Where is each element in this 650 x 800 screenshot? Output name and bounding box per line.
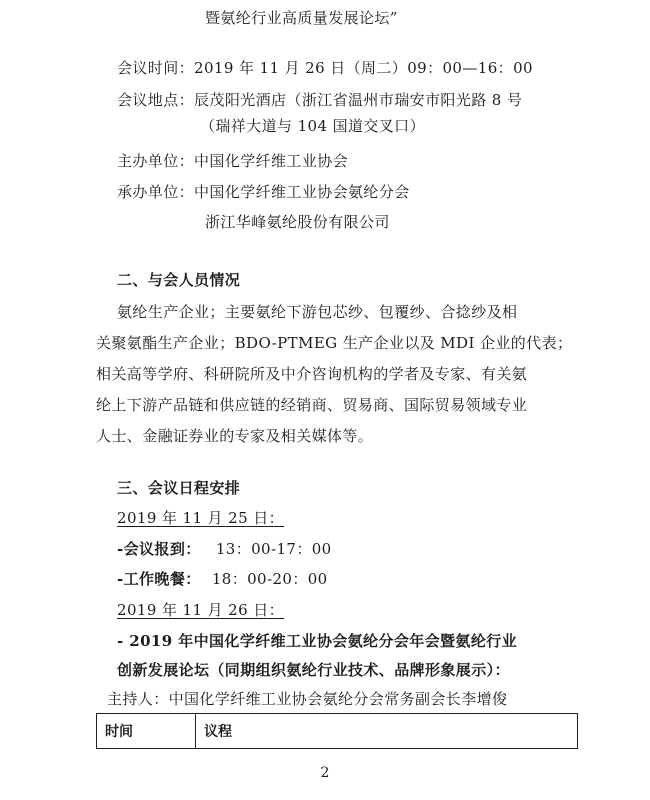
section-3-heading: 三、会议日程安排 xyxy=(117,479,241,497)
host-row xyxy=(117,151,348,171)
meeting-place-row xyxy=(117,90,522,110)
meeting-time-label: 会议时间： xyxy=(117,59,195,77)
meeting-place-value: 辰茂阳光酒店（浙江省温州市瑞安市阳光路 8 号 xyxy=(194,91,523,109)
meeting-time-value: 2019 年 11 月 26 日（周二）09：00—16：00 xyxy=(194,59,533,77)
agenda-table-header-row xyxy=(97,714,578,749)
agenda-table xyxy=(96,713,578,749)
meeting-place-value-continued: （瑞祥大道与 104 国道交叉口） xyxy=(200,117,425,135)
organizer-value-continued: 浙江华峰氨纶股份有限公司 xyxy=(205,213,390,231)
chairperson-line: 主持人：中国化学纤维工业协会氨纶分会常务副会长李增俊 xyxy=(107,690,508,708)
registration-time: 13：00-17：00 xyxy=(215,540,332,558)
event-title-line-2: 创新发展论坛（同期组织氨纶行业技术、品牌形象展示）： xyxy=(117,661,510,679)
schedule-date-day1: 2019 年 11 月 25 日： xyxy=(117,509,284,527)
section-2-line: 相关高等学府、科研院所及中介咨询机构的学者及专家、有关氨 xyxy=(96,365,528,383)
host-label: 主办单位： xyxy=(117,152,195,170)
organizer-value: 中国化学纤维工业协会氨纶分会 xyxy=(194,183,410,201)
dinner-time: 18：00-20：00 xyxy=(211,570,328,588)
schedule-date-day2: 2019 年 11 月 26 日： xyxy=(117,601,284,619)
meeting-place-label: 会议地点： xyxy=(117,91,195,109)
section-2-line: 纶上下游产品链和供应链的经销商、贸易商、国际贸易领域专业 xyxy=(96,396,528,414)
host-value: 中国化学纤维工业协会 xyxy=(194,152,349,170)
section-2-line: 氨纶生产企业；主要氨纶下游包芯纱、包覆纱、合捻纱及相 xyxy=(117,303,518,321)
meeting-time-row xyxy=(117,58,533,78)
forum-title-continuation: 暨氨纶行业高质量发展论坛” xyxy=(205,9,398,27)
dinner-row xyxy=(117,569,328,589)
organizer-row xyxy=(117,182,410,202)
section-2-line: 人士、金融证券业的专家及相关媒体等。 xyxy=(96,427,374,445)
event-title-line-1: - 2019 年中国化学纤维工业协会氨纶分会年会暨氨纶行业 xyxy=(117,632,518,650)
agenda-col-agenda: 议程 xyxy=(196,714,578,749)
dinner-label: -工作晚餐： xyxy=(117,570,201,588)
agenda-col-time: 时间 xyxy=(97,714,196,749)
section-2-line: 关聚氨酯生产企业；BDO-PTMEG 生产企业以及 MDI 企业的代表； xyxy=(96,334,573,352)
registration-label: -会议报到： xyxy=(117,540,201,558)
page-number: 2 xyxy=(320,765,330,781)
section-2-heading: 二、与会人员情况 xyxy=(117,271,241,289)
organizer-label: 承办单位： xyxy=(117,183,195,201)
registration-row xyxy=(117,539,332,559)
